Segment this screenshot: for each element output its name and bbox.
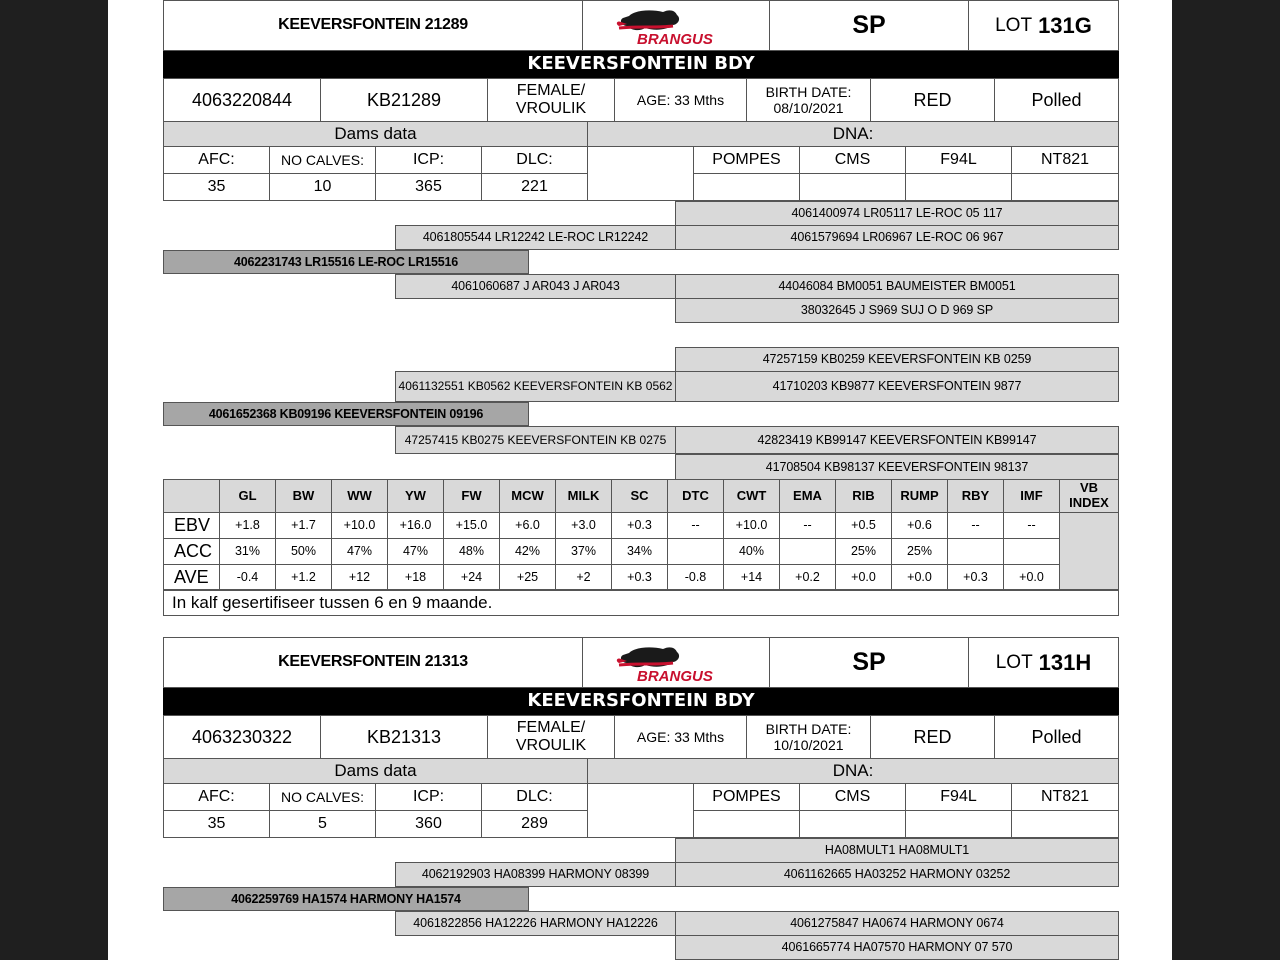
ebv-header-8: DTC bbox=[667, 479, 724, 513]
birth-date-cell bbox=[746, 715, 871, 759]
dna-header-f94l: F94L bbox=[905, 783, 1012, 811]
dams-value-icp: 365 bbox=[375, 173, 482, 201]
dams-value-dlc: 221 bbox=[481, 173, 588, 201]
herd-banner: KEEVERSFONTEIN BDY bbox=[163, 51, 1119, 78]
ebv-header-15: VB INDEX bbox=[1059, 479, 1119, 513]
registration-type: SP bbox=[769, 637, 969, 688]
herd-banner: KEEVERSFONTEIN BDY bbox=[163, 688, 1119, 715]
dams-header-calves: NO CALVES: bbox=[269, 783, 376, 811]
ebv-value bbox=[667, 538, 724, 565]
ebv-value: 37% bbox=[555, 538, 612, 565]
dams-header-dlc: DLC: bbox=[481, 783, 588, 811]
animal-age: AGE: 33 Mths bbox=[614, 78, 747, 122]
lot-label: LOT bbox=[995, 14, 1033, 36]
animal-id: 4063230322 bbox=[163, 715, 321, 759]
ebv-value: 34% bbox=[611, 538, 668, 565]
pedigree2-sire: 4061132551 KB0562 KEEVERSFONTEIN KB 0562 bbox=[395, 371, 676, 402]
lot-value: 131H bbox=[1038, 649, 1092, 675]
animal-tag: KB21313 bbox=[320, 715, 488, 759]
ebv-header-10: EMA bbox=[779, 479, 836, 513]
ebv-value: +0.2 bbox=[779, 564, 836, 591]
dna-header-cms: CMS bbox=[799, 146, 906, 174]
pedigree-sire-sire: 4061400974 LR05117 LE-ROC 05 117 bbox=[675, 201, 1119, 226]
ebv-value: +0.0 bbox=[891, 564, 948, 591]
certification-note: In kalf gesertifiseer tussen 6 en 9 maande. bbox=[163, 589, 1119, 616]
ebv-value: +10.0 bbox=[723, 512, 780, 539]
dams-data-title: Dams data bbox=[163, 758, 588, 784]
ebv-value: +6.0 bbox=[499, 512, 556, 539]
pedigree-sire: 4062192903 HA08399 HARMONY 08399 bbox=[395, 862, 676, 887]
ebv-header-14: IMF bbox=[1003, 479, 1060, 513]
pedigree-dam: 4061060687 J AR043 J AR043 bbox=[395, 274, 676, 299]
dna-value-f94l bbox=[905, 173, 1012, 201]
ebv-value: 48% bbox=[443, 538, 500, 565]
birth-date: 10/10/2021 bbox=[773, 737, 844, 753]
dna-header-f94l: F94L bbox=[905, 146, 1012, 174]
dams-header-dlc: DLC: bbox=[481, 146, 588, 174]
dams-data-title: Dams data bbox=[163, 121, 588, 147]
ebv-header-13: RBY bbox=[947, 479, 1004, 513]
ebv-value: -0.8 bbox=[667, 564, 724, 591]
ebv-value: +0.6 bbox=[891, 512, 948, 539]
animal-color: RED bbox=[870, 78, 995, 122]
dna-value-cms bbox=[799, 173, 906, 201]
dams-header-afc: AFC: bbox=[163, 783, 270, 811]
ebv-row-label: AVE bbox=[163, 564, 220, 591]
ebv-value: +12 bbox=[331, 564, 388, 591]
ebv-value: 47% bbox=[387, 538, 444, 565]
ebv-value: -- bbox=[1003, 512, 1060, 539]
dams-value-calves: 10 bbox=[269, 173, 376, 201]
brangus-logo bbox=[582, 637, 770, 688]
ebv-value: 50% bbox=[275, 538, 332, 565]
ebv-value: +25 bbox=[499, 564, 556, 591]
ebv-header-5: MCW bbox=[499, 479, 556, 513]
animal-name: KEEVERSFONTEIN 21289 bbox=[163, 0, 583, 51]
ebv-header-7: SC bbox=[611, 479, 668, 513]
dna-header-nt821: NT821 bbox=[1011, 146, 1119, 174]
animal-age: AGE: 33 Mths bbox=[614, 715, 747, 759]
ebv-value: +15.0 bbox=[443, 512, 500, 539]
catalog-page bbox=[108, 0, 1172, 960]
horn-status: Polled bbox=[994, 715, 1119, 759]
ebv-header-3: YW bbox=[387, 479, 444, 513]
brangus-logo-icon bbox=[611, 643, 741, 683]
lot-value: 131G bbox=[1038, 12, 1092, 38]
lot-label: LOT bbox=[995, 651, 1033, 673]
ebv-value: +3.0 bbox=[555, 512, 612, 539]
dna-title: DNA: bbox=[587, 758, 1119, 784]
ebv-header-1: BW bbox=[275, 479, 332, 513]
dams-value-icp: 360 bbox=[375, 810, 482, 838]
pedigree2-sire-dam: 41710203 KB9877 KEEVERSFONTEIN 9877 bbox=[675, 371, 1119, 402]
ebv-header-11: RIB bbox=[835, 479, 892, 513]
birth-date: 08/10/2021 bbox=[773, 100, 844, 116]
pedigree-dam: 4061822856 HA12226 HARMONY HA12226 bbox=[395, 911, 676, 936]
ebv-value: 42% bbox=[499, 538, 556, 565]
ebv-value: +1.8 bbox=[219, 512, 276, 539]
animal-tag: KB21289 bbox=[320, 78, 488, 122]
pedigree2-sire-sire: 47257159 KB0259 KEEVERSFONTEIN KB 0259 bbox=[675, 347, 1119, 372]
ebv-value: +0.0 bbox=[835, 564, 892, 591]
dna-header-pompes: POMPES bbox=[693, 146, 800, 174]
ebv-value: +1.7 bbox=[275, 512, 332, 539]
ebv-value: -- bbox=[667, 512, 724, 539]
dams-header-calves: NO CALVES: bbox=[269, 146, 376, 174]
ebv-value: -- bbox=[779, 512, 836, 539]
ebv-value: +0.3 bbox=[611, 512, 668, 539]
dams-value-afc: 35 bbox=[163, 173, 270, 201]
pedigree-dam-sire: 44046084 BM0051 BAUMEISTER BM0051 bbox=[675, 274, 1119, 299]
ebv-value: +10.0 bbox=[331, 512, 388, 539]
ebv-value bbox=[947, 538, 1004, 565]
ebv-value: +1.2 bbox=[275, 564, 332, 591]
ebv-header-9: CWT bbox=[723, 479, 780, 513]
ebv-value: +0.3 bbox=[947, 564, 1004, 591]
brangus-logo-icon bbox=[611, 6, 741, 46]
pedigree-dam-dam: 4061665774 HA07570 HARMONY 07 570 bbox=[675, 935, 1119, 960]
ebv-header-0: GL bbox=[219, 479, 276, 513]
ebv-table bbox=[163, 479, 1119, 590]
dna-value-pompes bbox=[693, 173, 800, 201]
dna-header-nt821: NT821 bbox=[1011, 783, 1119, 811]
dna-blank-cell bbox=[587, 783, 694, 838]
pedigree2-dam-dam: 41708504 KB98137 KEEVERSFONTEIN 98137 bbox=[675, 454, 1119, 480]
ebv-header-12: RUMP bbox=[891, 479, 948, 513]
logo-text: BRANGUS bbox=[637, 667, 713, 683]
registration-type: SP bbox=[769, 0, 969, 51]
animal-sex: FEMALE/ VROULIK bbox=[487, 715, 615, 759]
lot-number bbox=[968, 637, 1119, 688]
ebv-value bbox=[779, 538, 836, 565]
dams-value-afc: 35 bbox=[163, 810, 270, 838]
ebv-row-label: ACC bbox=[163, 538, 220, 565]
pedigree-sire-dam: 4061162665 HA03252 HARMONY 03252 bbox=[675, 862, 1119, 887]
pedigree-sire-sire: HA08MULT1 HA08MULT1 bbox=[675, 838, 1119, 863]
dams-value-calves: 5 bbox=[269, 810, 376, 838]
ebv-header-2: WW bbox=[331, 479, 388, 513]
pedigree2-subject: 4061652368 KB09196 KEEVERSFONTEIN 09196 bbox=[163, 402, 529, 426]
ebv-value: 25% bbox=[835, 538, 892, 565]
vb-index-value bbox=[1059, 512, 1119, 591]
pedigree-sire-dam: 4061579694 LR06967 LE-ROC 06 967 bbox=[675, 225, 1119, 250]
dna-value-pompes bbox=[693, 810, 800, 838]
dna-value-f94l bbox=[905, 810, 1012, 838]
animal-name: KEEVERSFONTEIN 21313 bbox=[163, 637, 583, 688]
ebv-value: +0.3 bbox=[611, 564, 668, 591]
dams-header-afc: AFC: bbox=[163, 146, 270, 174]
ebv-value: +24 bbox=[443, 564, 500, 591]
pedigree2-dam: 47257415 KB0275 KEEVERSFONTEIN KB 0275 bbox=[395, 426, 676, 454]
ebv-value: 31% bbox=[219, 538, 276, 565]
dams-header-icp: ICP: bbox=[375, 783, 482, 811]
ebv-value: 47% bbox=[331, 538, 388, 565]
dams-header-icp: ICP: bbox=[375, 146, 482, 174]
pedigree-dam-sire: 4061275847 HA0674 HARMONY 0674 bbox=[675, 911, 1119, 936]
animal-id: 4063220844 bbox=[163, 78, 321, 122]
pedigree-subject: 4062259769 HA1574 HARMONY HA1574 bbox=[163, 887, 529, 911]
birth-date-label: BIRTH DATE: bbox=[765, 83, 852, 100]
pedigree-dam-dam: 38032645 J S969 SUJ O D 969 SP bbox=[675, 298, 1119, 323]
ebv-value: -0.4 bbox=[219, 564, 276, 591]
ebv-header-6: MILK bbox=[555, 479, 612, 513]
pedigree2-dam-sire: 42823419 KB99147 KEEVERSFONTEIN KB99147 bbox=[675, 426, 1119, 454]
birth-date-label: BIRTH DATE: bbox=[765, 720, 852, 737]
logo-text: BRANGUS bbox=[637, 30, 713, 46]
lot-number bbox=[968, 0, 1119, 51]
ebv-header-4: FW bbox=[443, 479, 500, 513]
pedigree-sire: 4061805544 LR12242 LE-ROC LR12242 bbox=[395, 225, 676, 250]
ebv-value: -- bbox=[947, 512, 1004, 539]
ebv-value: 40% bbox=[723, 538, 780, 565]
ebv-value: +2 bbox=[555, 564, 612, 591]
ebv-value bbox=[1003, 538, 1060, 565]
ebv-row-label: EBV bbox=[163, 512, 220, 539]
dams-value-dlc: 289 bbox=[481, 810, 588, 838]
dna-value-nt821 bbox=[1011, 810, 1119, 838]
dna-blank-cell bbox=[587, 146, 694, 201]
brangus-logo bbox=[582, 0, 770, 51]
birth-date-cell bbox=[746, 78, 871, 122]
ebv-value: +0.5 bbox=[835, 512, 892, 539]
dna-title: DNA: bbox=[587, 121, 1119, 147]
dna-value-cms bbox=[799, 810, 906, 838]
ebv-value: +14 bbox=[723, 564, 780, 591]
ebv-value: +16.0 bbox=[387, 512, 444, 539]
dna-header-cms: CMS bbox=[799, 783, 906, 811]
animal-sex: FEMALE/ VROULIK bbox=[487, 78, 615, 122]
ebv-value: +18 bbox=[387, 564, 444, 591]
pedigree-subject: 4062231743 LR15516 LE-ROC LR15516 bbox=[163, 250, 529, 274]
ebv-value: 25% bbox=[891, 538, 948, 565]
ebv-corner-cell bbox=[163, 479, 220, 513]
animal-color: RED bbox=[870, 715, 995, 759]
ebv-value: +0.0 bbox=[1003, 564, 1060, 591]
dna-header-pompes: POMPES bbox=[693, 783, 800, 811]
horn-status: Polled bbox=[994, 78, 1119, 122]
dna-value-nt821 bbox=[1011, 173, 1119, 201]
